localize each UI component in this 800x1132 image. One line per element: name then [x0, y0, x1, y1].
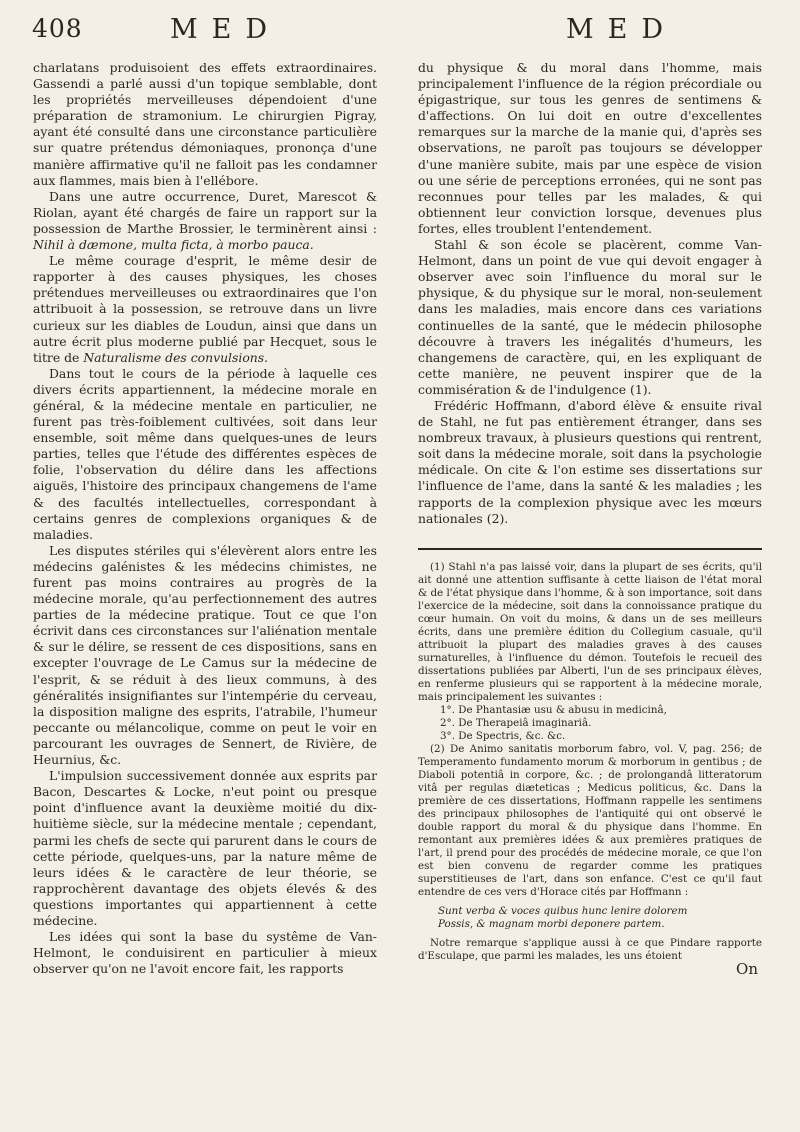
footnote-1: (1) Stahl n'a pas laissé voir, dans la plupart de ses écrits, qu'il ait donné une attention suffisante à cette liaison de l'état moral & de l'état physique dans l'homme, & à son importance, soit dans l'exercice de la médecine, soit dans la connoissance pratique du cœur humain. On voit du moins, & dans un de ses meilleurs écrits, dans une première édition du Collegium casuale, qu'il attribuoit la plupart des maladies graves à des causes surnaturelles, à l'influence du démon. Toutefois le recueil des dissertations publiées par Alberti, l'un de ses principaux élèves, en renferme plusieurs qui se rapportent à la médecine morale, mais principalement les suivantes :	[418, 560, 762, 703]
catchword: On	[736, 959, 758, 978]
verse-line: Sunt verba & voces quibus hunc lenire dolorem	[438, 904, 688, 917]
latin-quote: Nihil à dæmone, multa ficta, à morbo pauca.	[33, 237, 314, 253]
paragraph	[33, 253, 377, 366]
running-head-right: MED	[566, 14, 678, 45]
paragraph-text: Le même courage d'esprit, le même desir de rapporter à des causes physiques, les choses prétendues merveilleuses ou extraordinaires que l'on attribuoit à la possession, se retrouve dans un livre curieux sur les diables de Loudun, ainsi que dans un autre écrit plus moderne publié par Hecquet, sous le titre de	[33, 253, 377, 365]
paragraph: Stahl & son école se placèrent, comme Van-Helmont, dans un point de vue qui devoit engager à observer avec soin l'influence du moral sur le physique, & du physique sur le moral, non-seulement dans les maladies, mais encore dans ces variations continuelles de la santé, que le médecin philosophe découvre à travers les inégalités d'humeurs, les changemens de caractère, qui, en les expliquant de cette manière, ne peuvent inspirer que de la commisération & de l'indulgence (1).	[418, 237, 762, 397]
running-header	[32, 12, 776, 56]
paragraph: L'impulsion successivement donnée aux esprits par Bacon, Descartes & Locke, n'eut point ou presque point d'influence avant la deuxième moitié du dix-huitième siècle, sur la médecine mentale ; cependant, parmi les chefs de secte qui parurent dans le cours de cette période, quelques-uns, par la nature même de leurs idées & le caractère de leur théorie, se rapprochèrent davantage des objets élevés & des questions importantes qui appartiennent à cette médecine.	[33, 768, 377, 928]
running-head-left: MED	[170, 14, 282, 45]
paragraph	[33, 189, 377, 253]
right-column	[418, 60, 762, 976]
left-column	[33, 60, 377, 977]
footnote-closing: Notre remarque s'applique aussi à ce que Pindare rapporte d'Esculape, que parmi les malades, les uns étoient	[418, 936, 762, 962]
verse-line: Possis, & magnam morbi deponere partem.	[438, 917, 665, 930]
footnote-list-item: 1°. De Phantasiæ usu & abusu in medicinâ,	[440, 703, 667, 716]
paragraph: Dans tout le cours de la période à laquelle ces divers écrits appartiennent, la médecine morale en général, & la médecine mentale en particulier, ne furent pas très-foiblement cultivées, soit dans leur ensemble, soit même dans quelques-unes de leurs parties, telles que l'étude des différentes espèces de folie, l'observation du délire dans les affections aiguës, l'histoire des principaux changemens de l'ame & des facultés intellectuelles, correspondant à certains genres de complexions organiques & de maladies.	[33, 365, 377, 542]
book-title: Naturalisme des convulsions.	[83, 349, 269, 365]
footnote-list-item: 2°. De Therapeiâ imaginariâ.	[440, 716, 592, 729]
paragraph: Les disputes stériles qui s'élevèrent alors entre les médecins galénistes & les médecins chimistes, ne furent pas moins contraires au progrès de la médecine morale, qu'au perfectionnement des autres parties de la médecine pratique. Tout ce que l'on écrivit dans ces circonstances sur l'aliénation mentale & sur le délire, se ressent de ces dispositions, sans en excepter l'ouvrage de Le Camus sur la médecine de l'esprit, & se réduit à des lieux communs, à des généralités insignifiantes sur l'intempérie du cerveau, la disposition maligne des esprits, l'atrabile, l'humeur peccante ou mélancolique, comme on peut le voir en parcourant les ouvrages de Sennert, de Rivière, de Heurnius, &c.	[33, 542, 377, 768]
footnote-2: (2) De Animo sanitatis morborum fabro, vol. V, pag. 256; de Temperamento fundamento morum & morborum in gentibus ; de Diaboli potentiâ in corpore, &c. ; de prolongandâ litteratorum vitâ per regulas diæteticas ; Medicus politicus, &c. Dans la première de ces dissertations, Hoffmann rappelle les sentimens des principaux philosophes de l'antiquité qui ont observé le double rapport du moral & du physique dans l'homme. En remontant aux premières idées & aux premières pratiques de l'art, il prend pour des procédés de médecine morale, ce que l'on est bien convenu de regarder comme les pratiques superstitieuses de l'art, dans son enfance. C'est ce qu'il faut entendre de ces vers d'Horace cités par Hoffmann :	[418, 742, 762, 898]
paragraph: charlatans produisoient des effets extraordinaires. Gassendi a parlé aussi d'un topique semblable, dont les propriétés merveilleuses dépendoient d'une préparation de stramonium. Le chirurgien Pigray, ayant été consulté dans une circonstance particulière sur quatre prétendus démoniaques, prononça d'une manière affirmative qu'il ne falloit pas les condamner aux flammes, mais bien à l'ellébore.	[33, 60, 377, 188]
paragraph: Les idées qui sont la base du systême de Van-Helmont, le conduisirent en particulier à mieux observer qu'on ne l'avoit encore fait, les rapports	[33, 929, 377, 977]
paragraph-text: Dans une autre occurrence, Duret, Marescot & Riolan, ayant été chargés de faire un rapport sur la possession de Marthe Brossier, le terminèrent ainsi :	[33, 188, 377, 236]
footnotes	[418, 561, 762, 976]
paragraph: Frédéric Hoffmann, d'abord élève & ensuite rival de Stahl, ne fut pas entièrement étranger, dans ses nombreux travaux, à plusieurs questions qui rentrent, soit dans la médecine morale, soit dans la psychologie médicale. On cite & l'on estime ses dissertations sur l'influence de l'ame, dans la santé & les maladies ; les rapports de la complexion physique avec les mœurs nationales (2).	[418, 397, 762, 526]
footnote-list-item: 3°. De Spectris, &c. &c.	[440, 729, 566, 742]
footnote-divider	[418, 548, 762, 550]
page-number: 408	[32, 14, 83, 43]
paragraph: du physique & du moral dans l'homme, mais principalement l'influence de la région précordiale ou épigastrique, sur tous les genres de sentimens & d'affections. On lui doit en outre d'excellentes remarques sur la marche de la manie qui, d'après ses observations, ne paroît pas toujours se développer d'une manière subite, mais par une espèce de vision ou une série de perceptions erronées, qui ne sont pas reconnues pour telles par les malades, & qui obtiennent leur conviction lorsque, devenues plus fortes, elles troublent l'entendement.	[418, 60, 762, 236]
